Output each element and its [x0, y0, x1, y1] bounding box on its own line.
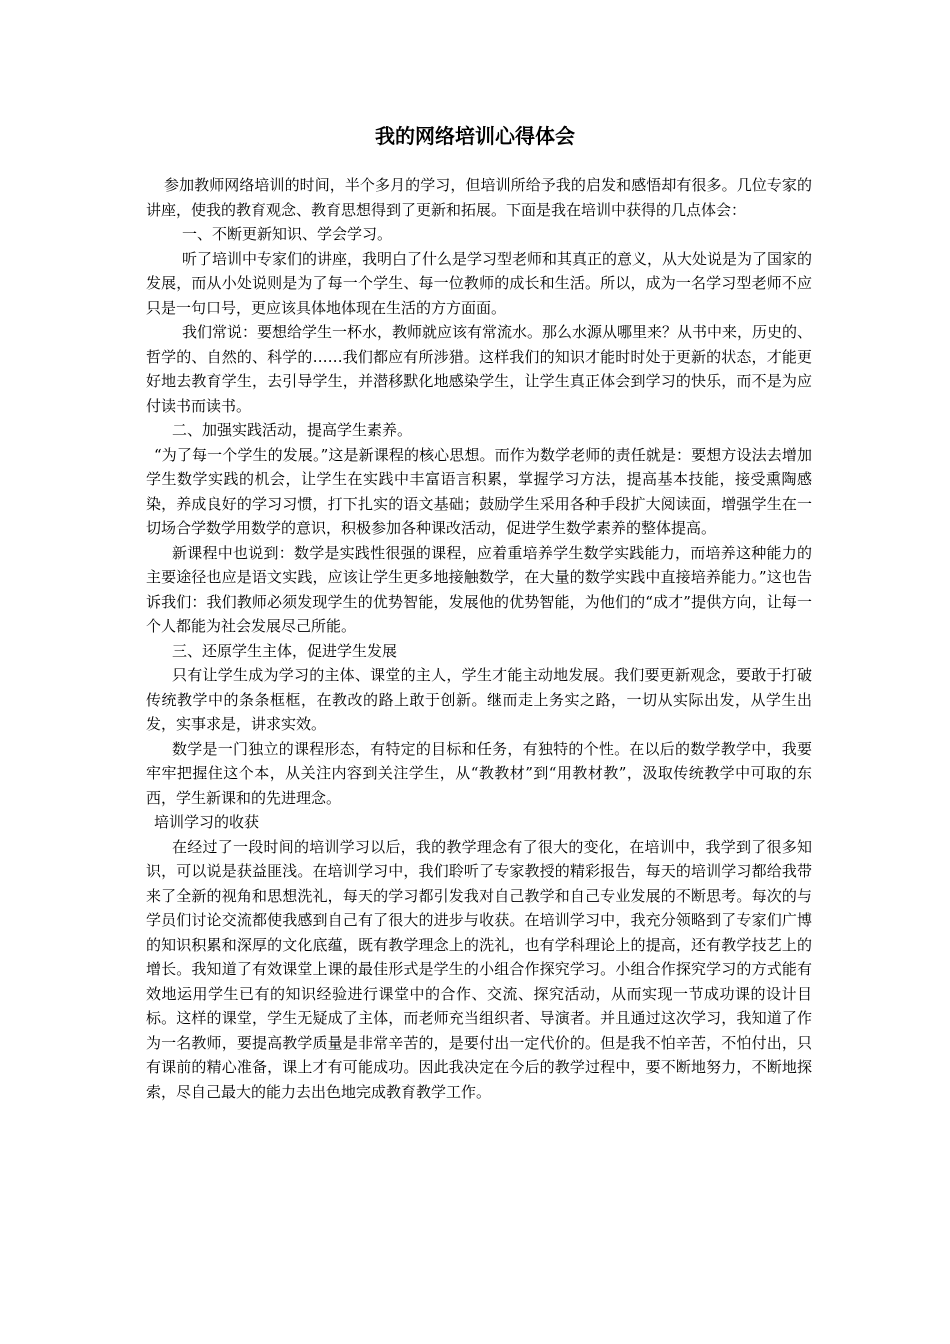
- body-paragraph: 我们常说：要想给学生一杯水，教师就应该有常流水。那么水源从哪里来？从书中来，历史的、哲学的、自然的、科学的……我们都应有所涉猎。这样我们的知识才能时时处于更新的状态，才能更好地去教育学生，去引导学生，并潜移默化地感染学生，让学生真正体会到学习的快乐，而不是为应付读书而读书。: [146, 323, 813, 415]
- body-paragraph: 只有让学生成为学习的主体、课堂的主人，学生才能主动地发展。我们要更新观念，要敢于打破传统教学中的条条框框，在教改的路上敢于创新。继而走上务实之路，一切从实际出发，从学生出发，实事求是，讲求实效。: [146, 666, 812, 733]
- body-paragraph: “为了每一个学生的发展。”这是新课程的核心思想。而作为数学老师的责任就是：要想方设法去增加学生数学实践的机会，让学生在实践中丰富语言积累，掌握学习方法，提高基本技能，接受熏陶感染，养成良好的学习习惯，打下扎实的语文基础；鼓励学生采用各种手段扩大阅读面，增强学生在一切场合学数学用数学的意识，积极参加各种课改活动，促进学生数学素养的整体提高。: [146, 445, 812, 537]
- body-paragraph: 听了培训中专家们的讲座，我明白了什么是学习型老师和其真正的意义，从大处说是为了国家的发展，而从小处说则是为了每一个学生、每一位教师的成长和生活。所以，成为一名学习型老师不应只是一句口号，更应该具体地体现在生活的方方面面。: [146, 249, 813, 317]
- document-body: [146, 173, 812, 1104]
- intro-paragraph: 参加教师网络培训的时间，半个多月的学习，但培训所给予我的启发和感悟却有很多。几位专家的讲座，使我的教育观念、教育思想得到了更新和拓展。下面是我在培训中获得的几点体会：: [146, 176, 812, 219]
- section-heading-3: 三、还原学生主体，促进学生发展: [172, 641, 398, 660]
- body-paragraph: 在经过了一段时间的培训学习以后，我的教学理念有了很大的变化，在培训中，我学到了很多知识，可以说是获益匪浅。在培训学习中，我们聆听了专家教授的精彩报告，每天的培训学习都给我带来了全新的视角和思想洗礼，每天的学习都引发我对自己教学和自己专业发展的不断思考。每次的与学员们讨论交流都使我感到自己有了很大的进步与收获。在培训学习中，我充分领略到了专家们广博的知识积累和深厚的文化底蕴，既有教学理念上的洗礼，也有学科理论上的提高，还有教学技艺上的增长。我知道了有效课堂上课的最佳形式是学生的小组合作探究学习。小组合作探究学习的方式能有效地运用学生已有的知识经验进行课堂中的合作、交流、探究活动，从而实现一节成功课的设计目标。这样的课堂，学生无疑成了主体，而老师充当组织者、导演者。并且通过这次学习，我知道了作为一名教师，要提高教学质量是非常辛苦的，是要付出一定代价的。但是我不怕辛苦，不怕付出，只有课前的精心准备，课上才有可能成功。因此我决定在今后的教学过程中，要不断地努力，不断地探索，尽自己最大的能力去出色地完成教育教学工作。: [146, 837, 812, 1101]
- body-paragraph: 新课程中也说到：数学是实践性很强的课程，应着重培养学生数学实践能力，而培养这种能力的主要途径也应是语文实践，应该让学生更多地接触数学，在大量的数学实践中直接培养能力。”这也告诉我们：我们教师必须发现学生的优势智能，发展他的优势智能，为他们的“成才”提供方向，让每一个人都能为社会发展尽己所能。: [146, 543, 812, 635]
- section-heading-4: 培训学习的收获: [154, 813, 260, 831]
- section-heading-1: 一、不断更新知识、学会学习。: [182, 225, 393, 243]
- document-title: 我的网络培训心得体会: [375, 124, 575, 148]
- section-heading-2: 二、加强实践活动，提高学生素养。: [172, 421, 413, 439]
- body-paragraph: 数学是一门独立的课程形态，有特定的目标和任务，有独特的个性。在以后的数学教学中，我要牢牢把握住这个本，从关注内容到关注学生，从“教教材”到“用教材教”，汲取传统教学中可取的东西，学生新课和的先进理念。: [146, 739, 812, 807]
